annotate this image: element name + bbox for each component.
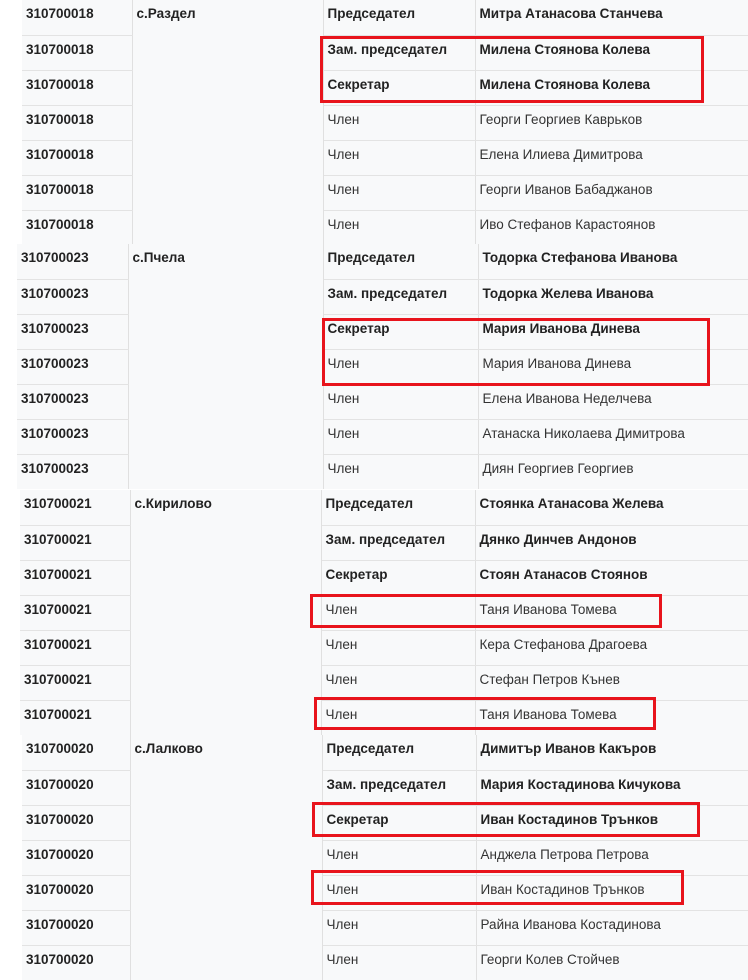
table-row: [22, 910, 748, 945]
position-cell: Зам. председател: [323, 35, 475, 70]
table-row: [20, 665, 748, 700]
village-cell: [128, 454, 323, 489]
position-cell: Член: [321, 700, 475, 735]
section-code-cell: 310700018: [22, 175, 132, 210]
table-row: [17, 384, 748, 419]
table-row: [22, 210, 748, 245]
member-name-cell: Райна Иванова Костадинова: [476, 910, 748, 945]
village-cell: [130, 665, 321, 700]
table-row: [17, 419, 748, 454]
position-cell: Секретар: [322, 805, 476, 840]
village-cell: [132, 210, 323, 245]
member-name-cell: Тодорка Желева Иванова: [478, 279, 748, 314]
village-cell: [130, 945, 322, 980]
village-cell: [132, 35, 323, 70]
village-cell: [130, 805, 322, 840]
table-row: [17, 349, 748, 384]
position-cell: Председател: [322, 735, 476, 770]
commission-table: [22, 735, 748, 980]
member-name-cell: Стефан Петров Кънев: [475, 665, 748, 700]
member-name-cell: Таня Иванова Томева: [475, 595, 748, 630]
table-row: [22, 840, 748, 875]
member-name-cell: Стоянка Атанасова Желева: [475, 490, 748, 525]
member-name-cell: Диян Георгиев Георгиев: [478, 454, 748, 489]
section-code-cell: 310700023: [17, 349, 128, 384]
position-cell: Секретар: [321, 560, 475, 595]
table-row: [20, 595, 748, 630]
section-code-cell: 310700021: [20, 700, 130, 735]
member-name-cell: Митра Атанасова Станчева: [475, 0, 748, 35]
section-code-cell: 310700020: [22, 840, 130, 875]
member-name-cell: Анджела Петрова Петрова: [476, 840, 748, 875]
position-cell: Член: [322, 945, 476, 980]
section-code-cell: 310700020: [22, 770, 130, 805]
section-code-cell: 310700023: [17, 244, 128, 279]
table-row: [17, 454, 748, 489]
member-name-cell: Стоян Атанасов Стоянов: [475, 560, 748, 595]
village-cell: [130, 560, 321, 595]
member-name-cell: Иван Костадинов Трънков: [476, 875, 748, 910]
commission-table: [22, 0, 748, 245]
village-cell: [130, 910, 322, 945]
section-code-cell: 310700023: [17, 314, 128, 349]
section-code-cell: 310700021: [20, 665, 130, 700]
table-row: [17, 244, 748, 279]
table-row: [17, 279, 748, 314]
village-cell: [130, 630, 321, 665]
table-row: [22, 805, 748, 840]
member-name-cell: Елена Иванова Неделчева: [478, 384, 748, 419]
position-cell: Зам. председател: [323, 279, 478, 314]
section-code-cell: 310700021: [20, 490, 130, 525]
village-cell: [128, 419, 323, 454]
table-row: [20, 560, 748, 595]
position-cell: Председател: [323, 244, 478, 279]
position-cell: Член: [321, 630, 475, 665]
member-name-cell: Милена Стоянова Колева: [475, 70, 748, 105]
position-cell: Зам. председател: [322, 770, 476, 805]
section-code-cell: 310700021: [20, 630, 130, 665]
table-row: [22, 175, 748, 210]
member-name-cell: Таня Иванова Томева: [475, 700, 748, 735]
member-name-cell: Тодорка Стефанова Иванова: [478, 244, 748, 279]
member-name-cell: Мария Иванова Динева: [478, 349, 748, 384]
position-cell: Член: [323, 175, 475, 210]
village-cell: [128, 349, 323, 384]
section-code-cell: 310700023: [17, 384, 128, 419]
section-code-cell: 310700020: [22, 875, 130, 910]
table-row: [22, 105, 748, 140]
commission-block: [22, 0, 748, 245]
table-row: [22, 0, 748, 35]
position-cell: Зам. председател: [321, 525, 475, 560]
position-cell: Член: [321, 665, 475, 700]
member-name-cell: Кера Стефанова Драгоева: [475, 630, 748, 665]
position-cell: Председател: [323, 0, 475, 35]
member-name-cell: Иван Костадинов Трънков: [476, 805, 748, 840]
table-row: [22, 875, 748, 910]
member-name-cell: Мария Иванова Динева: [478, 314, 748, 349]
table-row: [20, 700, 748, 735]
section-code-cell: 310700020: [22, 910, 130, 945]
position-cell: Член: [322, 910, 476, 945]
section-code-cell: 310700021: [20, 595, 130, 630]
section-code-cell: 310700018: [22, 210, 132, 245]
section-code-cell: 310700021: [20, 560, 130, 595]
commission-block: [17, 244, 748, 489]
village-cell: [130, 770, 322, 805]
member-name-cell: Елена Илиева Димитрова: [475, 140, 748, 175]
table-row: [22, 735, 748, 770]
village-cell: [130, 700, 321, 735]
village-cell: [130, 595, 321, 630]
section-code-cell: 310700020: [22, 735, 130, 770]
member-name-cell: Мария Костадинова Кичукова: [476, 770, 748, 805]
village-cell: [130, 525, 321, 560]
section-code-cell: 310700023: [17, 279, 128, 314]
section-code-cell: 310700018: [22, 140, 132, 175]
member-name-cell: Дянко Динчев Андонов: [475, 525, 748, 560]
position-cell: Член: [322, 840, 476, 875]
section-code-cell: 310700020: [22, 805, 130, 840]
village-cell: [132, 175, 323, 210]
position-cell: Член: [323, 419, 478, 454]
section-code-cell: 310700023: [17, 419, 128, 454]
section-code-cell: 310700018: [22, 0, 132, 35]
position-cell: Председател: [321, 490, 475, 525]
position-cell: Член: [323, 454, 478, 489]
member-name-cell: Георги Георгиев Каврьков: [475, 105, 748, 140]
commission-block: [20, 490, 748, 735]
section-code-cell: 310700018: [22, 70, 132, 105]
table-row: [20, 525, 748, 560]
section-code-cell: 310700023: [17, 454, 128, 489]
member-name-cell: Георги Иванов Бабаджанов: [475, 175, 748, 210]
member-name-cell: Иво Стефанов Карастоянов: [475, 210, 748, 245]
position-cell: Член: [323, 140, 475, 175]
commission-block: [22, 735, 748, 980]
village-cell: [132, 105, 323, 140]
village-cell: с.Раздел: [132, 0, 323, 35]
table-row: [17, 314, 748, 349]
table-row: [20, 490, 748, 525]
section-code-cell: 310700018: [22, 105, 132, 140]
village-cell: с.Кирилово: [130, 490, 321, 525]
member-name-cell: Атанаска Николаева Димитрова: [478, 419, 748, 454]
section-code-cell: 310700018: [22, 35, 132, 70]
position-cell: Секретар: [323, 70, 475, 105]
member-name-cell: Георги Колев Стойчев: [476, 945, 748, 980]
village-cell: [128, 314, 323, 349]
commission-table: [17, 244, 748, 489]
village-cell: [132, 140, 323, 175]
position-cell: Член: [323, 349, 478, 384]
commission-table: [20, 490, 748, 735]
position-cell: Член: [321, 595, 475, 630]
table-row: [20, 630, 748, 665]
table-row: [22, 770, 748, 805]
position-cell: Член: [323, 105, 475, 140]
table-row: [22, 140, 748, 175]
table-row: [22, 945, 748, 980]
village-cell: с.Пчела: [128, 244, 323, 279]
position-cell: Член: [323, 384, 478, 419]
table-row: [22, 70, 748, 105]
section-code-cell: 310700021: [20, 525, 130, 560]
table-row: [22, 35, 748, 70]
village-cell: [130, 875, 322, 910]
village-cell: [128, 384, 323, 419]
position-cell: Член: [322, 875, 476, 910]
village-cell: [130, 840, 322, 875]
member-name-cell: Димитър Иванов Какъров: [476, 735, 748, 770]
village-cell: [132, 70, 323, 105]
member-name-cell: Милена Стоянова Колева: [475, 35, 748, 70]
position-cell: Член: [323, 210, 475, 245]
village-cell: с.Лалково: [130, 735, 322, 770]
village-cell: [128, 279, 323, 314]
position-cell: Секретар: [323, 314, 478, 349]
section-code-cell: 310700020: [22, 945, 130, 980]
